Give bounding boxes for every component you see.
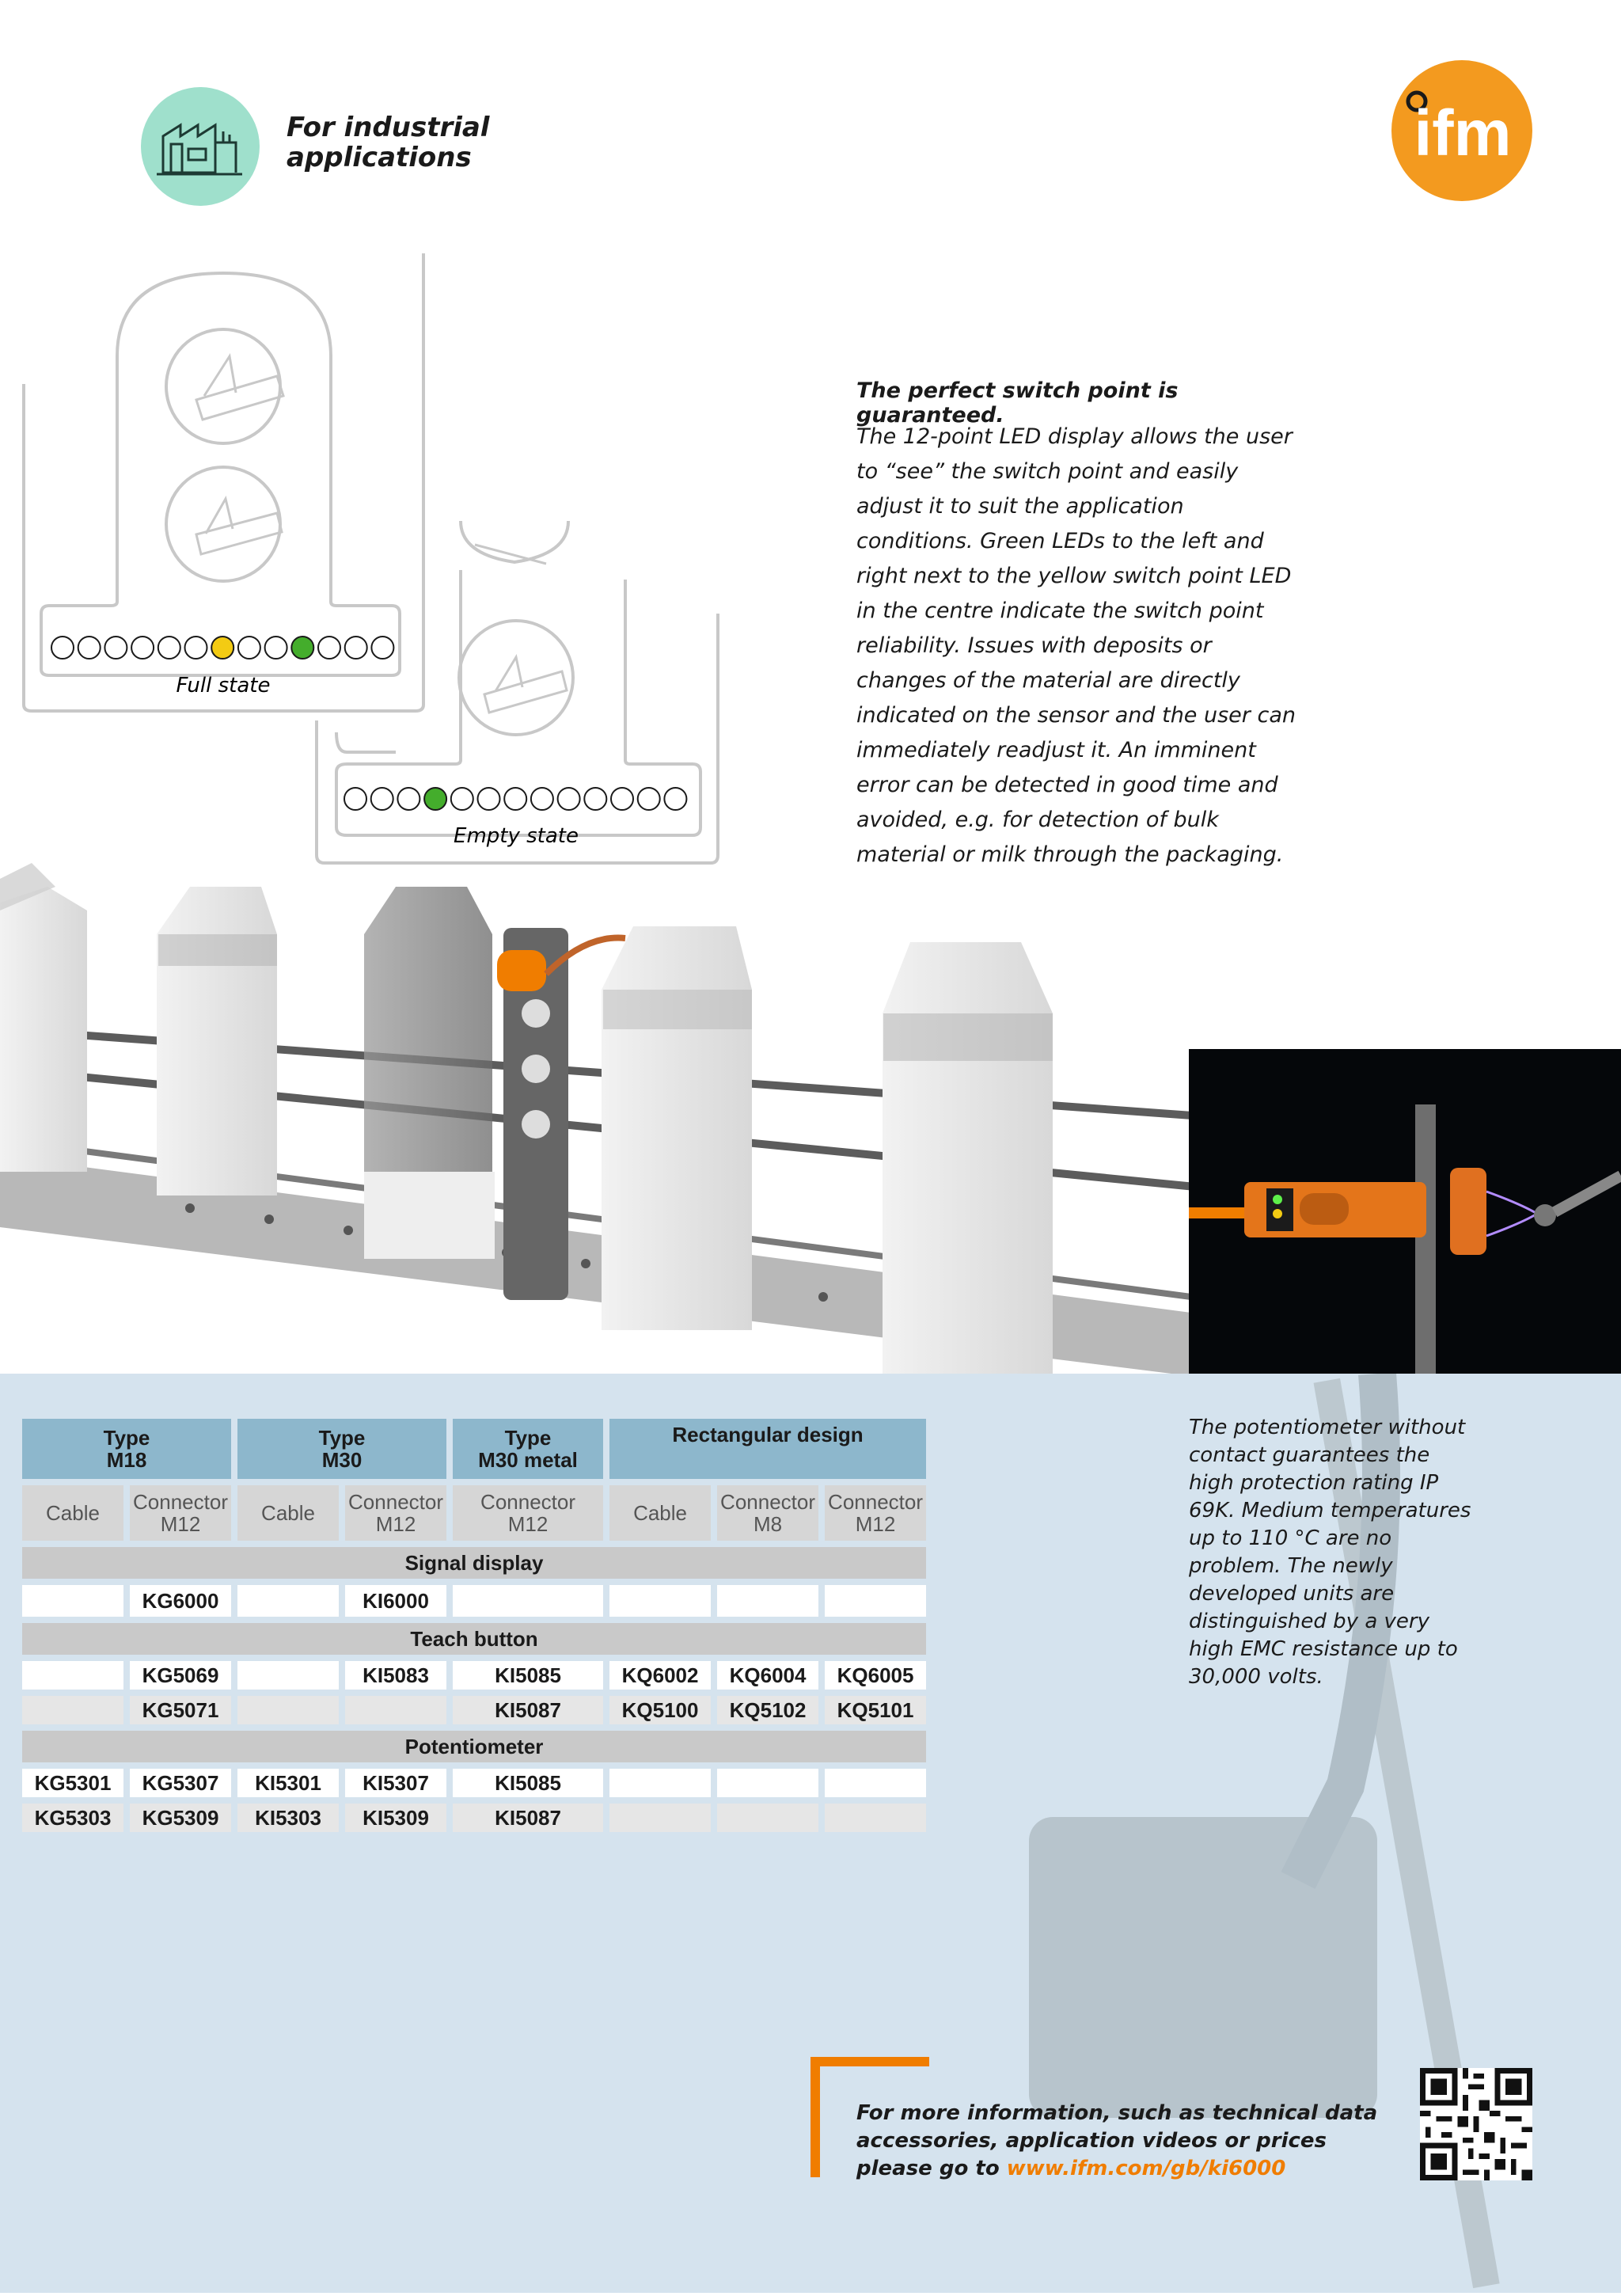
full-state-sensor-outline [41,273,400,675]
table-cell [825,1804,926,1832]
table-cell [237,1696,339,1724]
table-cell [453,1585,603,1617]
industry-caption [287,112,489,173]
table-cell: KI5309 [345,1804,446,1832]
ifm-logo-text: ifm [1414,97,1512,169]
led-off [638,788,660,810]
led-green [291,637,313,659]
led-off [664,788,686,810]
led-off [158,637,180,659]
qr-code[interactable] [1420,2068,1532,2180]
table-group-header: Type M30 metal [453,1419,603,1479]
industry-caption-line2: applications [287,142,472,173]
led-off [185,637,207,659]
led-off [531,788,553,810]
table-cell: KI5085 [453,1661,603,1690]
industrial-applications-icon [141,87,260,206]
table-cell: KQ6002 [609,1661,711,1690]
table-section-title: Signal display [22,1547,926,1579]
led-off [478,788,500,810]
table-cell [717,1585,818,1617]
full-state-label: Full state [176,674,271,698]
table-cell: KG5309 [130,1804,231,1832]
industry-caption-line1: For industrial [287,112,490,143]
table-cell: KQ5101 [825,1696,926,1724]
led-off [584,788,606,810]
table-cell [717,1769,818,1797]
table-group-header: Type M18 [22,1419,231,1479]
led-green [424,788,446,810]
table-row [22,1585,926,1617]
led-off [371,637,393,659]
sensor-emc-photo [1189,1049,1621,1374]
switch-point-body: The 12-point LED display allows the user to “see” the switch point and easily adjust it to suit the application conditions. Green LEDs to the left and right next to the yellow switch point LED in the centre indicate the switch point reliability. Issues with deposits or changes of the material are directly indicated on the sensor and the user can immediately readjust it. An imminent error can be detected in good time and avoided, e.g. for detection of bulk material or milk through the packaging. [856,424,1296,867]
table-subheader: Connector M12 [453,1485,603,1541]
table-cell [22,1696,123,1724]
led-off [451,788,473,810]
table-subheader: Cable [609,1485,711,1541]
table-cell: KI5301 [237,1769,339,1797]
table-cell: KQ6004 [717,1661,818,1690]
table-subheader: Connector M12 [825,1485,926,1541]
milk-carton-transparent [364,887,495,1259]
table-cell [825,1769,926,1797]
led-yellow [211,637,233,659]
switch-point-title: The perfect switch point is guaranteed. [856,378,1179,428]
table-cell: KQ5100 [609,1696,711,1724]
led-diagrams [0,238,744,871]
table-subheader: Connector M12 [345,1485,446,1541]
empty-state-led-row [344,788,686,810]
led-off [558,788,580,810]
table-cell [237,1585,339,1617]
table-cell: KI5087 [453,1804,603,1832]
led-off [265,637,287,659]
table-row [22,1804,926,1832]
led-off [131,637,154,659]
table-cell: KG6000 [130,1585,231,1617]
table-subheader: Cable [237,1485,339,1541]
table-cell: KG5307 [130,1769,231,1797]
empty-state-label: Empty state [454,824,579,848]
footer-info [856,2100,1426,2183]
ifm-logo [1391,60,1532,201]
footer-line: accessories, application videos or prices [856,2129,1327,2153]
table-section-title: Potentiometer [22,1731,926,1762]
website-link[interactable]: www.ifm.com/gb/ki6000 [1006,2157,1286,2180]
product-table [16,1412,932,1838]
footer-bracket-top [810,2057,929,2066]
led-off [344,788,366,810]
table-cell [22,1661,123,1690]
table-cell: KQ5102 [717,1696,818,1724]
led-off [104,637,127,659]
table-cell: KI6000 [345,1585,446,1617]
table-cell: KI5085 [453,1769,603,1797]
led-off [51,637,74,659]
table-cell: KQ6005 [825,1661,926,1690]
table-cell [609,1804,711,1832]
table-cell [22,1585,123,1617]
table-group-header: Type M30 [237,1419,446,1479]
table-subheader: Connector M12 [130,1485,231,1541]
milk-carton [157,887,277,1196]
table-cell [609,1769,711,1797]
table-subheader: Connector M8 [717,1485,818,1541]
table-row [22,1661,926,1690]
table-cell [825,1585,926,1617]
table-cell: KI5303 [237,1804,339,1832]
table-cell: KI5307 [345,1769,446,1797]
milk-carton [883,942,1053,1378]
led-off [345,637,367,659]
table-cell: KG5301 [22,1769,123,1797]
table-section-title: Teach button [22,1623,926,1655]
led-off [397,788,419,810]
table-cell: KG5069 [130,1661,231,1690]
milk-carton [602,926,752,1330]
table-cell: KG5303 [22,1804,123,1832]
table-cell [609,1585,711,1617]
led-off [504,788,526,810]
led-off [78,637,101,659]
full-state-led-row [51,637,393,659]
table-row [22,1769,926,1797]
table-cell [237,1661,339,1690]
table-group-header-row [22,1419,926,1479]
led-off [371,788,393,810]
milk-carton [0,863,87,1172]
table-subheader: Cable [22,1485,123,1541]
table-cell [345,1696,446,1724]
led-off [318,637,340,659]
led-off [238,637,260,659]
table-cell: KI5087 [453,1696,603,1724]
table-cell: KG5071 [130,1696,231,1724]
table-cell [717,1804,818,1832]
footer-bracket [810,2057,820,2177]
table-cell: KI5083 [345,1661,446,1690]
footer-line: please go to www.ifm.com/gb/ki6000 [856,2157,1286,2180]
table-row [22,1696,926,1724]
table-subheader-row [22,1485,926,1541]
led-off [611,788,633,810]
table-group-header: Rectangular design [609,1419,926,1479]
potentiometer-description: The potentiometer without contact guarantees the high protection rating IP 69K. Medium temperatures up to 110 °C are no problem. The newly developed units are distinguished by a very high EMC resistance up to 30,000 volts. [1189,1416,1471,1689]
footer-line: For more information, such as technical data [856,2101,1378,2125]
